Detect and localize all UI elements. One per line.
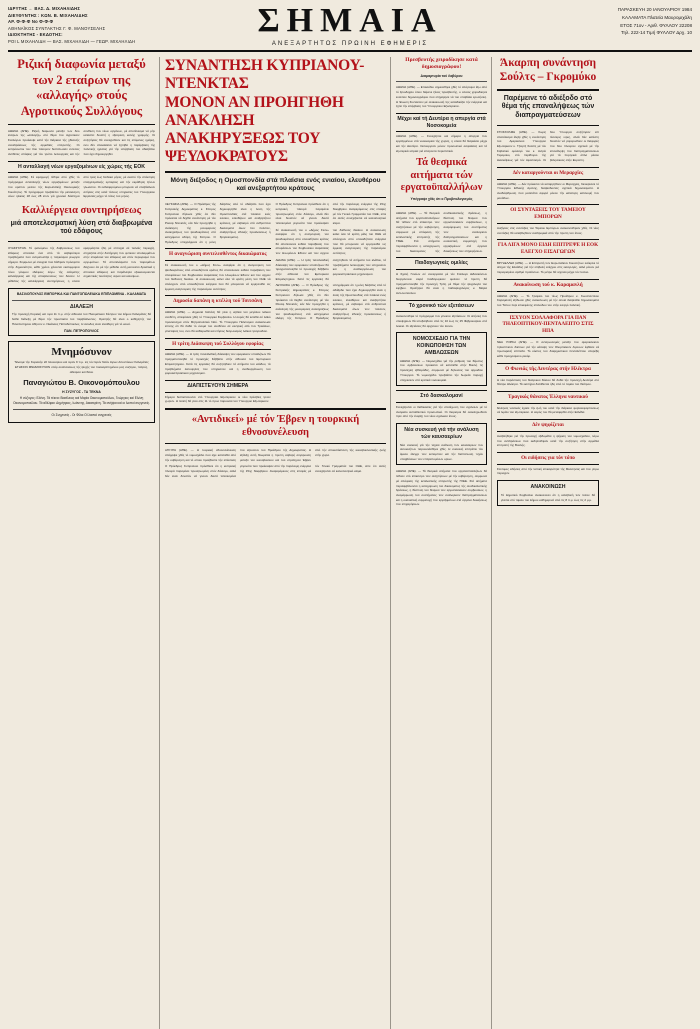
headline-tv-advertising: ΙΣΧΥΟΝ ΣΟΛΛΑΦΟΡΑ ΓΙΑ ΠΑΝ ΤΗΛΕΟΠΤΙΚΟΥ-ΠΕΝΤΑΛΕΠΤΟ ΣΤΙΣ ΗΠΑ — [502, 314, 594, 335]
main-headline-line3: ΑΝΑΚΗΡΥΞΕΩΣ ΤΟΥ ΨΕΥΔΟΚΡΑΤΟΥΣ — [165, 130, 321, 166]
main-article-body-b4: ΛΕΥΚΩΣΙΑ (ΑΠΕ). — Ο Πρόεδρος τής Κυπριακής Δημοκρατίας κ. Σπύρος Κυπριανού δήλωσε χθές ότι δέν πρόκειται νά δεχθεί συνάντηση μέ τόν Ραούφ Ντενκτάς, εάν δέν προηγηθεί η ανάκληση τής μονομερούς ανακηρύξεως τού ψευδοκράτους στά κατεχόμενα εδάφη τής Κύπρου. Ο Πρόεδρος υπεγράμμισε ότι η μόνη διέξοδος από τό αδιέξοδο πού έχει δημιουργηθεί είναι η λύση τής Ομοσπονδίας στά πλαίσια ενός ενιαίου, ελευθέρου καί ανεξαρτήτου κράτους, μέ σεβασμό στά ανθρώπινα δικαιώματα όλων τών πολιτών, ανεξαρτήτως εθνικής προελεύσεως ή θρησκεύματος. — [275, 283, 387, 321]
masthead — [8, 2, 692, 52]
issue-price: Τηλ. 222-14 Τιμή ΦΥΛΛΟΥ Δρχ. 10 — [621, 30, 692, 36]
issue-number: ΕΤΟΣ 71ον - Αριθ. ΦΥΛΛΟΥ 22208 — [620, 22, 692, 28]
box-announcement — [497, 480, 599, 506]
headline-local-news: Οι ειδήσεις για τόν τόπο — [521, 454, 575, 461]
memorial-family-list: Η σύζυγος: Ελένη. Τά τέκνα: Βασίλειος καί Μαρία Οικονομοπούλου, Γεώργιος καί Ελένη Οικονομοπούλου. Τά αδέλφια: Δημήτριος, Ιωάννης, Αικατερίνη. Τά ανήψια καί οι λοιποί συγγενείς. — [13, 396, 150, 406]
lecture-body: Τήν προσεχή Κυριακή καί ώρα 11 π.μ. στήν αίθουσα τού Πνευματικού Κέντρου τού Δήμου Καλαμάτας θά δοθεί διάλεξη μέ θέμα τήν προστασία τού περιβάλλοντος. Ομιλητής θά είναι ο καθηγητής τού Πανεπιστημίου Αθηνών κ. Νικόλαος Παπαδόπουλος. Η είσοδος είναι ελεύθερη γιά τό κοινό. — [12, 312, 151, 326]
article-teachers-body: Συνεχίζονται οι διαδικασίες γιά τήν στελέχωση τών σχολείων μέ τό αναγκαίο εκπαιδευτικό προσωπικό. Οι διορισμοί θά ολοκληρωθούν πρίν από τήν έναρξη τού νέου σχολικού έτους. — [396, 404, 487, 419]
credit-line: ΡΟΙ L ΜΙΧΑΗΛΙΔΗ — ΒΑΣ. ΜΙΧΑΗΛΙΔΗ — ΓΕΩΡ. ΜΙΧΑΗΛΙΔΗ — [8, 38, 136, 44]
lead-article-left-body: ΑΘΗΝΑ (ΑΠΕ). Ριζική διαφωνία μεταξύ των δύο εταίρων της «αλλαγής» στό θέμα τών Αγροτικών Συλλόγων προέκυψε κατά τήν διάρκεια τής χθεσινής συνεδριάσεως τής αρμοδίας επιτροπής. Οι εκπρόσωποι τών δύο πλευρών διατύπωσαν εντελώς αντίθετες απόψεις γιά τόν τρόπο λειτουργίας καί τήν σύνθεση τών νέων οργάνων, μέ αποτέλεσμα νά μήν καταστεί δυνατή η εξεύρεση κοινής γραμμής. Οι συζητήσεις θά συνεχισθούν καί τίς επόμενες ημέρες, ενώ δέν αποκλείεται νά ζητηθεί η παρέμβαση τής πολιτικής ηγεσίας γιά τήν υπέρβαση τού αδιεξόδου πού έχει δημιουργηθεί. — [8, 128, 155, 157]
memorial-notice — [8, 341, 155, 422]
page-body — [8, 57, 692, 1029]
article-turkish-assembly-body: ΑΓΚΥΡΑ (ΑΠΕ). — Η τουρκική εθνοσυνέλευση απέρριψε χθές τό νομοσχέδιο πού είχε κατατεθεί από τήν κυβέρνηση καί τό οποίο προέβλεπε τήν επέκταση τών εξουσιών τού Προέδρου τής Δημοκρατίας. Η εξέλιξη αυτή θεωρείται η πρώτη σοβαρή σύγκρουση μεταξύ τού κοινοβουλίου καί τού στρατηγού Έβρεν από τήν αποκατάσταση τής κοινοβουλευτικής ζωής στήν χώρα. — [165, 448, 386, 462]
column-left — [8, 57, 160, 1029]
headline-soil-cultivation: Καλλιέργεια συντηρήσεως — [21, 204, 142, 216]
advert-text: ΒΑΣΙΛΟΠΟΥΛΟΣ ΕΜΠΟΡΙΚΑ ΚΑΙ ΠΑΝΤΟΠΩΛΕΙΑΚΑ ΕΠΙΠΛΩΜΕΝΑ - ΚΑΛΑΜΑΤΑ — [16, 291, 147, 296]
article-announcement-body: Τό Δημοτικό Συμβούλιο ανακοινώνει ότι η καταβολή τών τελών θά γίνεται στό ταμείο τού Δήμου καθημερινά από τίς 8 π.μ. έως τίς 2 μ.μ. — [501, 492, 595, 502]
article-eok-body: ΑΘΗΝΑ (ΑΠΕ). Σέ εφαρμογή τέθηκε από χθές τό πρόγραμμα ανταλλαγής νέων εργαζομένων μεταξύ τών κρατών μελών τής Ευρωπαϊκής Οικονομικής Κοινότητος. Τό πρόγραμμα προβλέπει τήν μετακίνηση νέων ηλικίας 18 έως 28 ετών γιά χρονικό διάστημα από τρείς έως δώδεκα μήνες, μέ σκοπό τήν απόκτηση επαγγελματικής εμπειρίας καί τήν εκμάθηση ξένων γλωσσών. Οι ενδιαφερόμενοι μπορούν νά υποβάλλουν αιτήσεις στίς κατά τόπους υπηρεσίες τού Υπουργείου Εργασίας μέχρι τό τέλος τού μηνός. — [8, 175, 155, 199]
article-tsitsanis-body: ΑΘΗΝΑ (ΑΠΕ). — Δημοσία δαπάνη θά γίνει η κηδεία τού μεγάλου λαϊκού συνθέτη, απεφάσισε χθές τό Υπουργικό Συμβούλιο. Η σορός θά εκτεθεί σέ λαϊκό προσκύνημα στόν Μητροπολιτικό Ναό. Τό Υπουργείο Πολιτισμού ανακοίνωσε επίσης ότι θά δοθεί τό όνομα τού συνθέτου σέ κεντρική οδό τών Τρικάλων, γενετείρας του, ενώ θά καθιερωθεί καί ετήσιος διαγωνισμός λαϊκού τραγουδιού. — [165, 310, 271, 334]
headline-pedagogic-talks: Παιδαγωγικές ομιλίες — [415, 260, 468, 267]
box-abortion-bill — [396, 332, 487, 386]
article-not-voted-body: Αναβλήθηκε γιά τήν προσεχή εβδομάδα η ψήφιση τού νομοσχεδίου, λόγω τών αντιδράσεων πού εκδηλώθηκαν κατά τήν συζήτηση στήν αρμόδια επιτροπή τής Βουλής. — [497, 433, 599, 448]
article-local-news-body: Σύντομες ειδήσεις από τήν τοπική επικαιρότητα τής Μεσσηνίας καί τών γύρω περιοχών. — [497, 466, 599, 476]
article-accreditation-body: Σήμερα διαπιστεύονται στό Υπουργείο Εξωτερικών οι νέοι πρέσβεις τριών χωρών. Η τελετή θά γίνει στίς 11 τό πρωί παρουσία τού Υπουργού Εξωτερικών. — [165, 394, 271, 404]
memorial-family-title: Η ΣΥΖΥΓΟΣ - ΤΑ ΤΕΚΝΑ — [62, 389, 101, 394]
article-karamanlis-body: ΑΘΗΝΑ (ΑΠΕ). — Τό Γραφείο τού τέως Προέδρου κ. Κωνσταντίνου Καραμανλή εξέδωσε χθές ανακοίνωση μέ τήν οποία διαψεύδει δημοσιεύματα τού Τύπου περί επικειμένης επανόδου του στήν ενεργό πολιτική. — [497, 293, 599, 307]
advert-box — [8, 288, 155, 337]
article-filler-center-right: ΑΘΗΝΑ (ΑΠΕ). — Τά θεσμικά αιτήματα τών εργατοϋπαλλήλων θά τεθούν στό επίκεντρο τών συζητήσεων μέ τήν κυβέρνηση, σύμφωνα μέ απόφαση τής εκτελεστικής επιτροπής τής ΓΣΕΕ. Στά αιτήματα περιλαμβάνονται η κατοχύρωση τού δικαιώματος τής συνδικαλιστικής δράσεως, η θέσπιση τού θεσμού τών εργοστασιακών συμβουλίων, η αναμόρφωση τού συστήματος τών συλλογικών διαπραγματεύσεων καί η ουσιαστική συμμετοχή τών εργαζομένων στά όργανα διοικήσεως τών επιχειρήσεων. — [396, 469, 487, 507]
article-theatre-body: Η νέα παράσταση τού θεατρικού θιάσου θά δοθεί τήν προσεχή Δευτέρα στό θέατρο Ηλέκτρα. Τά εισιτήρια διατίθενται ήδη από τό ταμείο τού θεάτρου. — [497, 377, 599, 387]
main-deck: Μόνη διέξοδος η Ομοσπονδία στά πλαίσια ενός ενιαίου, ελευθέρου καί ανεξαρτήτου κράτους — [170, 176, 381, 192]
masthead-center — [158, 4, 542, 47]
credit-line: ΔΙΕΥΘΥΝΤΗΣ : ΚΩΝ. Β. ΜΙΧΑΗΛΙΔΗΣ — [8, 12, 88, 18]
subhead-soil-cultivation: μιά αποτελεσματική λύση στά διαβρωμένα τού εδάφους — [10, 219, 153, 236]
article-hospital-strike-body: ΑΘΗΝΑ (ΑΠΕ). — Συνεχίζεται καί σήμερα η απεργία τών εργαζομένων στά νοσοκομεία τής χώρας, η οποία θά διαρκέσει μέχρι καί τήν Δευτέρα. Λειτουργούν μόνον προσωπικό ασφαλείας καί τά εξωτερικά ιατρεία γιά επείγοντα περιστατικά. — [396, 134, 487, 153]
column-center-right — [396, 57, 492, 1029]
issue-place: ΚΑΛΑΜΑΤΑ Πλατεία Μαυρομιχάλη — [621, 14, 692, 20]
memorial-name: Παναγιώτου Β. Οικονομόπουλου — [23, 377, 140, 387]
article-turkish-assembly-body-cont: Ο Πρόεδρος Κυπριανού πρόσθεσε ότι η κυπριακή πλευρά παραμένει προσηλωμένη στόν διάλογο, αλλά δέν είναι δυνατόν νά γίνουν δεκτά τετελεσμένα γεγονότα πού προέκυψαν από τήν παράνομη ενέργεια τής 15ης Νοεμβρίου. Αναφερόμενος στίς επαφές μέ τόν Γενικό Γραμματέα τού ΟΗΕ, είπε ότι αυτές συνεχίζονται σέ ικανοποιητικό κλίμα. — [165, 464, 386, 478]
subhead-eok-wrap — [8, 161, 155, 174]
memorial-footer: Οι Συγγενείς - Οι Φίλοι Οί λοιποί συγγενείς — [51, 413, 112, 418]
headline-announcement: ΑΝΑΚΟΙΝΩΣΗ — [530, 484, 566, 491]
headline-shultz-gromyko: Άκαρπη συνάντηση Σούλτς – Γκρομύκο — [499, 57, 597, 83]
article-sailor-death-body: Έλληνας ναυτικός έχασε τήν ζωή του κατά τήν διάρκεια φορτοεκφορτώσεως σέ λιμάνι τού εξωτερικού. Η σορός του θά μεταφερθεί στήν Ελλάδα. — [497, 405, 599, 415]
headline-sailor-death: Τραγικός θάνατος Έλληνα ναυτικού — [508, 393, 588, 400]
main-article-body-b: Ο Πρόεδρος Κυπριανού πρόσθεσε ότι η κυπριακή πλευρά παραμένει προσηλωμένη στόν διάλογο, αλλά δέν είναι δυνατόν νά γίνουν δεκτά τετελεσμένα γεγονότα πού προέκυψαν από τήν παράνομη ενέργεια τής 15ης Νοεμβρίου. Αναφερόμενος στίς επαφές μέ τόν Γενικό Γραμματέα τού ΟΗΕ, είπε ότι αυτές συνεχίζονται σέ ικανοποιητικό κλίμα. — [275, 202, 386, 225]
headline-theatre: Ο Φωνιάς τής Δευτέρας στήν Ηλέκτρα — [505, 365, 591, 372]
article-soil-body: ΟΥΑΣΙΓΚΤΩΝ. Τό φαινόμενο τής διαβρώσεως τού εδάφους αποτελεί ένα από τά σοβαρότερα προβλήματα πού αντιμετωπίζει η παγκόσμια γεωργία σήμερα. Σύμφωνα μέ στοιχεία πού δόθηκαν πρόσφατα στήν δημοσιότητα, κάθε χρόνο χάνονται εκατομμύρια τόνοι γόνιμου εδάφους λόγω τής αλόγιστης καλλιέργειας καί τής αποψιλώσεως τών δασών. Η μέθοδος τής καλλιέργειας συντηρήσεως, η οποία εφαρμόζεται ήδη μέ επιτυχία σέ πολλές περιοχές, στηρίζεται στήν διατήρηση τών φυτικών υπολειμμάτων στήν επιφάνεια τού εδάφους καί στόν περιορισμό τών οργωμάτων. Τά αποτελέσματα τών πειραμάτων δείχνουν ότι μέ τήν μέθοδο αυτή μειώνεται δραστικά η απώλεια εδάφους καί παράλληλα εξοικονομούνται σημαντικές ποσότητες νερού καί καυσίμων. — [8, 246, 155, 283]
article-tax-conference-body: ΑΘΗΝΑ (ΑΠΕ). — Η τρίτη πανελλαδική διάσκεψη τών εφοριακών υπαλλήλων θά πραγματοποιηθεί τό προσεχές Σάββατο στήν αίθουσα τού Εμπορικού Επιμελητηρίου. Κατά τίς εργασίες θά συζητηθούν τά αιτήματα τού κλάδου, τά προβλήματα λειτουργίας τών υπηρεσιών καί η αναδιοργάνωση τού φοροεισπρακτικού μηχανισμού. — [165, 352, 271, 376]
main-headline-line2: ΜΟΝΟΝ ΑΝ ΠΡΟΗΓΗΘΗ ΑΝΑΚΛΗΣΗ — [165, 93, 344, 129]
headline-teachers: Στό δασκαλομανί — [420, 393, 463, 400]
lecture-title: ΔΙΑΛΕΞΗ — [70, 303, 93, 310]
subhead-accreditation: ΔΙΑΠΙΣΤΕΥΟΥΝ ΣΗΜΕΡΑ — [187, 382, 249, 389]
subhead-recognition: Η αναγνώριση συντελεσθέντος δικαιώματος — [169, 251, 267, 258]
main-article-body-b3: ΑΘΗΝΑ (ΑΠΕ). — Η τρίτη πανελλαδική διάσκεψη τών εφοριακών υπαλλήλων θά πραγματοποιηθεί τό προσεχές Σάββατο στήν αίθουσα τού Εμπορικού Επιμελητηρίου. Κατά τίς εργασίες θά συζητηθούν τά αιτήματα τού κλάδου, τά προβλήματα λειτουργίας τών υπηρεσιών καί η αναδιοργάνωση τού φοροεισπρακτικού μηχανισμού. — [275, 257, 386, 281]
headline-exhaust-device: Νέα συσκευή γιά τήν ανάλυση τών καυσαερίων — [404, 427, 479, 440]
headline-not-voted: Δέν ψηφίζεται — [532, 422, 564, 429]
subhead-tsitsanis-funeral: Δημοσία δαπάνη η κτέλλη τού Τσιτσάνη — [173, 298, 263, 305]
article-eec-imports-body: ΒΡΥΞΕΛΛΕΣ (ΑΠΕ). — Η Επιτροπή τών Ευρωπαϊκών Κοινοτήτων ενέκρινε τό αίτημα τής Ελλάδος γιά τήν επιβολή ελέγχου στίς εισαγωγές, αλλά μόνον γιά περιορισμένο αριθμό προϊόντων. Τό μέτρο θά ισχύσει μέχρι τόν Ιούνιο. — [497, 260, 599, 275]
masthead-left-credits — [8, 6, 158, 45]
headline-turkish-assembly: «Αντιδικεί» μέ τόν Έβρεν η τουρκική εθνοσυνέλευση — [191, 414, 360, 438]
credit-line: ΙΔΙΟΚΤΗΤΗΣ - ΕΚΔΟΤΗΣ: — [8, 32, 63, 37]
article-exam-schedule-body: Ανακοινώθηκε τό πρόγραμμα τών γενικών εξετάσεων. Οι αιτήσεις τών υποψηφίων θά υποβληθούν από τίς 10 έως τίς 25 Φεβρουαρίου στά λύκεια. Οι εξετάσεις θά αρχίσουν τόν Ιούνιο. — [396, 314, 487, 328]
article-labour-demands-body: ΑΘΗΝΑ (ΑΠΕ). — Τά θεσμικά αιτήματα τών εργατοϋπαλλήλων θά τεθούν στό επίκεντρο τών συζητήσεων μέ τήν κυβέρνηση, σύμφωνα μέ απόφαση τής εκτελεστικής επιτροπής τής ΓΣΕΕ. Στά αιτήματα περιλαμβάνονται η κατοχύρωση τού δικαιώματος τής συνδικαλιστικής δράσεως, η θέσπιση τού θεσμού τών εργοστασιακών συμβουλίων, η αναμόρφωση τού συστήματος τών συλλογικών διαπραγματεύσεων καί η ουσιαστική συμμετοχή τών εργαζομένων στά όργανα διοικήσεως τών επιχειρήσεων. — [396, 211, 487, 253]
article-merchants-pensions-body: Αυξήσεις στίς συντάξεις τού Ταμείου Εμπόρων ανακοινώθηκαν χθές. Οι νέες συντάξεις θά καταβληθούν αναδρομικά από τήν πρώτη τού έτους. — [497, 225, 599, 235]
issue-date: ΠΑΡΑΣΚΕΥΗ 20 ΙΑΝΟΥΑΡΙΟΥ 1984 — [617, 7, 692, 12]
deck-shultz-gromyko: Παρέμεινε τό αδιέξοδο στό θέμα τής επαναλήψεως τών διαπραγματεύσεων — [501, 94, 595, 120]
masthead-right-info — [542, 6, 692, 37]
headline-ambassador: Πρεσβευτής χειροδίκησε κατά δημοσιογράφου! — [405, 57, 478, 71]
credit-line: ΑΘΗΝΑΪΚΟΣ ΣΥΝΤΑΚΤΗΣ Γ. Φ. ΜΑΝΟΥΣΕΛΗΣ — [8, 25, 106, 31]
lecture-signature: ΠΑΝ. ΠΕΤΡΟΠΟΥΛΟΣ — [64, 328, 99, 333]
main-headline-line1: ΣΥΝΑΝΤΗΣΗ ΚΥΠΡΙΑΝΟΥ-ΝΤΕΝΚΤΑΣ — [165, 57, 365, 93]
headline-divisions: Δέν καταργούνται οι Μεραρχίες — [512, 169, 584, 176]
headline-hospital-strike: Μέχρι καί τή Δευτέρα η απεργία στά Νοσοκομεία — [397, 115, 486, 129]
credit-line: ΙΔΡΥΤΗΣ ← ΒΑΣ. Δ. ΜΙΧΑΗΛΙΔΗΣ — [8, 6, 81, 11]
article-ambassador-body: ΑΘΗΝΑ (ΑΠΕ). — Επεισόδιο σημειώθηκε χθές τό απόγευμα έξω από τό ξενοδοχείο όπου διέμενε ξένος πρεσβευτής, ο οποίος χειροδίκησε εναντίον δημοσιογράφου πού επιχείρησε νά τού υποβάλει ερωτήσεις. Η Ένωση Συντακτών μέ ανακοίνωσή της καταδικάζει τήν ενέργεια καί ζητεί τήν επέμβαση τού Υπουργείου Εξωτερικών. — [396, 85, 487, 109]
article-pedagogic-talks-body: Η Σχολή Γονέων σέ συνεργασία μέ τόν Σύλλογο Διδασκόντων διοργανώνει σειρά παιδαγωγικών ομιλιών. Η πρώτη θά πραγματοποιηθεί τήν προσεχή Τρίτη μέ θέμα τήν ψυχολογία τού εφήβου. Ομιλήτρια θά είναι η παιδοψυχολόγος κ. Μαρία Αντωνοπούλου. — [396, 272, 487, 295]
memorial-body: Τελούμε τήν Κυριακήν 22 Ιανουαρίου καί ώραν 9 π.μ. είς τόν Ιερόν Ναόν Αγίων Αποστόλων Καλαμάτας ΕΤΗΣΙΟΝ ΜΝΗΜΟΣΥΝΟΝ υπέρ αναπαύσεως τής ψυχής τού πολυαγαπημένου μας συζύγου, πατρός, αδελφού καί θείου — [14, 360, 149, 374]
column-right — [497, 57, 599, 1029]
subhead-labour-demands: Υπέγραψε χθές ότι ο Προβιτολογισμός — [410, 197, 473, 202]
subhead-ambassador: Διαμαρτυρία τού Λαβύρου — [420, 73, 463, 78]
lead-headline-left: Ριζική διαφωνία μεταξύ των 2 εταίρων της «αλλαγής» στούς Αγροτικούς Συλλόγους — [17, 57, 146, 118]
main-article-body-a: ΛΕΥΚΩΣΙΑ (ΑΠΕ). — Ο Πρόεδρος τής Κυπριακής Δημοκρατίας κ. Σπύρος Κυπριανού δήλωσε χθές ότι δέν πρόκειται νά δεχθεί συνάντηση μέ τόν Ραούφ Ντενκτάς, εάν δέν προηγηθεί η ανάκληση τής μονομερούς ανακηρύξεως τού ψευδοκράτους στά κατεχόμενα εδάφη τής Κύπρου. Ο Πρόεδρος υπεγράμμισε ότι η μόνη διέξοδος από τό αδιέξοδο πού έχει δημιουργηθεί είναι η λύση τής Ομοσπονδίας στά πλαίσια ενός ενιαίου, ελευθέρου καί ανεξαρτήτου κράτους, μέ σεβασμό στά ανθρώπινα δικαιώματα όλων τών πολιτών, ανεξαρτήτως εθνικής προελεύσεως ή θρησκεύματος. — [165, 202, 271, 244]
subhead-eok: Η ανταλλαγή νέων εργαζομένων είς χώρες τής ΕΟΚ — [17, 163, 146, 170]
article-abortion-bill-body: ΑΘΗΝΑ (ΑΠΕ). — Νομοσχέδιο γιά τήν ρύθμιση τού θέματος τών αμβλώσεων πρόκειται νά κατατεθεί στήν Βουλή τίς προσεχείς εβδομάδες, σύμφωνα μέ δηλώσεις τού αρμοδίου Υπουργού. Τό νομοσχέδιο προβλέπει τήν δωρεάν παροχή υπηρεσιών στά κρατικά νοσοκομεία. — [400, 358, 483, 382]
article-divisions-body: ΑΘΗΝΑ (ΑΠΕ). — Δέν πρόκειται νά καταργηθούν οι Μεραρχίες, διευκρίνισε τό Υπουργείο Εθνικής Αμύνης, διαψεύδοντας σχετικά δημοσιεύματα. Η αναδιάρθρωση πού μελετάται αφορά μόνον τήν καλύτερη κατανομή τών μονάδων. — [497, 181, 599, 200]
headline-eec-imports: ΓΙΑ ΛΙΓΑ ΜΟΝΟ ΕΙΔΗ ΕΠΙΤΡΕΨΕ Η ΕΟΚ ΕΛΕΓΧΟ ΕΙΣΑΓΩΓΩΝ — [497, 242, 599, 255]
headline-exam-schedule: Τό χρονικό τών εξετάσεων — [408, 302, 475, 309]
article-recognition-body: Σέ ανακοίνωσή του ο «Δήμος Σιών» αναφέρει ότι η αναγνώριση τού ψευδοκράτους από οποιοδήποτε κράτος θά αποτελούσε ευθεία παραβίαση τών αποφάσεων τού Συμβουλίου Ασφαλείας τών Ηνωμένων Εθνών καί τών αρχών τού διεθνούς δικαίου. Η ανακοίνωση καλεί όλα τά κράτη μέλη τού ΟΗΕ νά απόσχουν από οποιαδήποτε ενέργεια πού θά μπορούσε νά ερμηνευθεί ώς έμμεση αναγνώριση τής παρανόμου οντότητος. — [165, 263, 271, 291]
column-main — [165, 57, 391, 1029]
box-exhaust-device — [396, 423, 487, 465]
headline-abortion-bill: ΝΟΜΟΣΧΕΔΙΟ ΓΙΑ ΤΗΝ ΚΟΙΝΩΠΟΙΗΣΗ ΤΩΝ ΑΜΒΛΩΣΕΩΝ — [412, 336, 471, 356]
newspaper-title: ΣΗΜΑΙΑ — [257, 2, 443, 39]
memorial-title: Μνημόσυνον — [51, 346, 112, 359]
headline-merchants-pensions: ΟΙ ΣΥΝΤΑΞΕΙΣ ΤΟΥ ΤΑΜΕΙΟΥ ΕΜΠΟΡΩΝ — [510, 207, 586, 221]
article-tv-advertising-body: ΝΕΑ ΥΟΡΚΗ (ΑΠΕ). — Ο ανταγωνισμός μεταξύ τών αμερικανικών τηλεοπτικών δικτύων γιά τήν κάλυψη τών Ολυμπιακών Αγώνων έφθασε σέ πρωτοφανή επίπεδα. Τό κόστος τού διαφημιστικού πενταλέπτου υπερέβη κάθε προηγούμενο ρεκόρ. — [497, 339, 599, 359]
credit-line: ΑΡ. Φ-Φ-Φ Νο Φ-Φ-Φ — [8, 19, 54, 24]
article-exhaust-device-body: Νέα συσκευή γιά τήν ταχεία ανάλυση τών καυσαερίων τών αυτοκινήτων παρουσιάσθηκε χθές. Η συσκευή επιτρέπει τόν άμεσο έλεγχο τών εκπομπών καί τήν διαπίστωση τυχόν υπερβάσεων τών επιτρεπομένων ορίων. — [400, 442, 483, 461]
headline-karamanlis: Ανακοίνωση τού κ. Καραμανλή — [513, 281, 583, 288]
article-shultz-gromyko-body: ΣΤΟΚΧΟΛΜΗ (ΑΠΕ). — Χωρίς αποτέλεσμα έληξε χθές η συνάντηση τού Αμερικανού Υπουργού Εξωτερικών κ. Τζώρτζ Σούλτς μέ τόν Σοβιετικό ομόλογό του κ. Αντρέι Γκρομύκο, στό περιθώριο τής Διασκέψεως γιά τόν Αφοπλισμό. Οι δύο Υπουργοί συζήτησαν επί τέσσερις ώρες, αλλά δέν κατέστη δυνατόν νά γεφυρωθούν οι διαφορές τών δύο πλευρών σχετικά μέ τήν επανάληψη τών διαπραγματεύσεων γιά τά πυρηνικά όπλα μέσου βεληνεκούς στήν Ευρώπη. — [497, 129, 599, 163]
subhead-tax-conference: Η τρίτη Διάσκεψη τού Συλλόγου εφορίας — [172, 340, 264, 347]
headline-labour-demands: Τά θεσμικά αιτήματα τών εργατοϋπαλλήλων — [400, 157, 483, 194]
main-article-body-b2: Σέ ανακοίνωσή του ο «Δήμος Σιών» αναφέρει ότι η αναγνώριση τού ψευδοκράτους από οποιοδήποτε κράτος θά αποτελούσε ευθεία παραβίαση τών αποφάσεων τού Συμβουλίου Ασφαλείας τών Ηνωμένων Εθνών καί τών αρχών τού διεθνούς δικαίου. Η ανακοίνωση καλεί όλα τά κράτη μέλη τού ΟΗΕ νά απόσχουν από οποιαδήποτε ενέργεια πού θά μπορούσε νά ερμηνευθεί ώς έμμεση αναγνώριση τής παρανόμου οντότητος. — [275, 227, 386, 256]
newspaper-subtitle: ΑΝΕΞΑΡΤΗΤΟΣ ΠΡΩΙΝΗ ΕΦΗΜΕΡΙΣ — [271, 41, 429, 47]
